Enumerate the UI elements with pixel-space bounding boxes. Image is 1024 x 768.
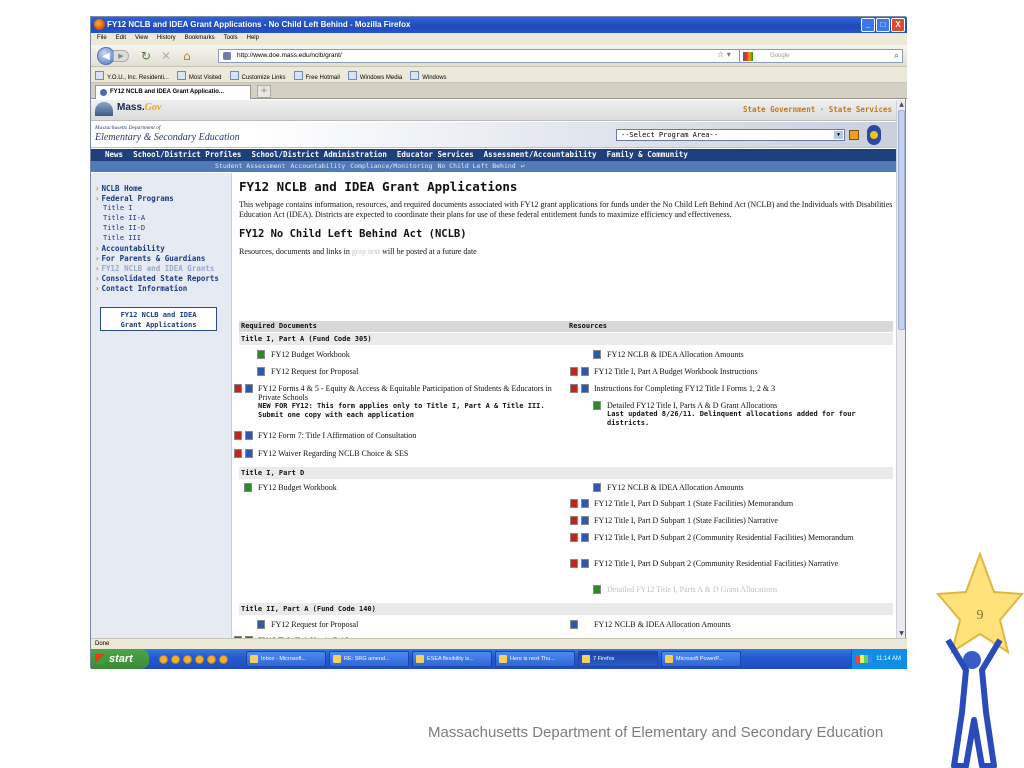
search-placeholder: Google [770, 53, 790, 59]
stop-icon[interactable]: ✕ [161, 49, 172, 63]
quick-launch-icon[interactable] [219, 655, 228, 664]
word-icon [581, 367, 589, 376]
doc-label: FY12 Request for Proposal [271, 620, 359, 629]
bookmark-item[interactable]: Customize Links [230, 71, 286, 78]
bookmark-item[interactable]: Free Hotmail [294, 71, 340, 78]
sidebar-item-contact[interactable]: › Contact Information [91, 283, 231, 293]
resource-label: Instructions for Completing FY12 Title I Forms 1, 2 & 3 [594, 384, 776, 393]
resource-link[interactable] [570, 559, 889, 568]
current-page-line2: Grant Applications [120, 321, 197, 329]
menu-bar [91, 33, 907, 45]
logo-gov-text: Gov [144, 102, 162, 113]
window-title: FY12 NCLB and IDEA Grant Applications - No Child Left Behind - Mozilla Firefox [107, 20, 411, 29]
nav-assessment-accountability[interactable]: Assessment/Accountability [483, 150, 597, 159]
pdf-icon [234, 431, 242, 440]
menu-tools[interactable]: Tools [223, 35, 238, 41]
resource-label: FY12 Title I, Part D Subpart 2 (Community Residential Facilities) Narrative [594, 559, 839, 568]
word-icon [581, 516, 589, 525]
word-icon [593, 350, 601, 359]
sidebar-item-nclb-home[interactable]: › NCLB Home [91, 183, 231, 193]
doc-link[interactable] [234, 449, 556, 458]
mass-gov-logo[interactable] [95, 102, 161, 113]
search-engine-icon[interactable] [743, 52, 753, 61]
doc-label: FY12 Form 7: Title I Affirmation of Consultation [258, 431, 417, 440]
subnav-compliance[interactable]: Compliance/Monitoring [350, 162, 433, 170]
menu-edit[interactable]: Edit [115, 35, 127, 41]
resource-label: Detailed FY12 Title I, Parts A & D Grant Allocations [607, 585, 778, 594]
resource-label: FY12 NCLB & IDEA Allocation Amounts [594, 620, 731, 629]
doc-link[interactable] [234, 431, 556, 440]
forward-icon[interactable]: ▶ [113, 50, 129, 62]
search-box[interactable] [739, 49, 903, 63]
pdf-icon [234, 384, 242, 393]
search-icon[interactable]: ⌕ [893, 50, 899, 60]
section-title-i-part-d: Title I, Part D [239, 467, 893, 479]
address-url: http://www.doe.mass.edu/nclb/grant/ [237, 52, 342, 59]
gray-text-sample: gray text [351, 247, 381, 256]
back-arrow-icon[interactable]: ↩ [520, 162, 525, 170]
bookmark-star-icon[interactable]: ☆ ▾ [717, 50, 731, 59]
excel-icon [593, 401, 601, 410]
status-bar: Done [91, 638, 907, 649]
slide-footer: Massachusetts Department of Elementary and Secondary Education [428, 724, 884, 741]
scrollbar-thumb[interactable] [898, 110, 905, 330]
nav-family-community[interactable]: Family & Community [606, 150, 688, 159]
state-seal-icon [867, 125, 881, 145]
bookmarks-toolbar [91, 67, 907, 83]
main-nav [91, 149, 898, 161]
taskbar-button[interactable]: RE: SRG amend... [329, 651, 409, 667]
word-icon [593, 483, 601, 492]
table-header [239, 321, 893, 332]
word-icon [581, 559, 589, 568]
windows-taskbar [91, 649, 907, 669]
resource-link[interactable] [583, 350, 889, 359]
excel-icon [257, 350, 265, 359]
sidebar-item-accountability[interactable]: › Accountability [91, 243, 231, 253]
taskbar-button[interactable]: Inbox - Microsoft... [246, 651, 326, 667]
pdf-icon [570, 533, 578, 542]
taskbar-button[interactable]: Microsoft PowerP... [661, 651, 741, 667]
resource-label: FY12 NCLB & IDEA Allocation Amounts [607, 350, 744, 359]
current-page-box[interactable] [100, 307, 217, 331]
sidebar-item-title-i[interactable]: Title I [103, 204, 133, 212]
note-text: will be posted at a future date [380, 247, 477, 256]
word-icon [245, 384, 253, 393]
department-banner [91, 122, 898, 148]
main-content [239, 173, 893, 638]
word-icon [581, 533, 589, 542]
doc-link[interactable] [247, 367, 547, 376]
program-area-select[interactable] [616, 129, 845, 141]
word-icon [581, 499, 589, 508]
taskbar-button[interactable]: ESEA flexibility is... [412, 651, 492, 667]
sidebar-item-title-ii-a[interactable]: Title II-A [103, 214, 146, 222]
page-number: 9 [976, 608, 984, 623]
note-text: Resources, documents and links in [239, 247, 352, 256]
government-links[interactable]: State Government · State Services [742, 105, 892, 114]
tab-grant-applications[interactable]: FY12 NCLB and IDEA Grant Applicatio... [95, 85, 251, 99]
section-title-ii-part-a: Title II, Part A (Fund Code 140) [239, 603, 893, 615]
quick-launch [159, 655, 243, 664]
sidebar-item-parents[interactable]: › For Parents & Guardians [91, 253, 231, 263]
doc-link[interactable] [234, 384, 556, 420]
pdf-icon [570, 516, 578, 525]
resource-note: Last updated 8/26/11. Delinquent allocations added for four districts. [607, 410, 856, 427]
sidebar-item-state-reports[interactable]: › Consolidated State Reports [91, 273, 231, 283]
maximize-button[interactable]: □ [876, 18, 890, 32]
menu-bookmarks[interactable]: Bookmarks [184, 35, 215, 41]
subnav-accountability[interactable]: Accountability [290, 162, 346, 170]
doc-note: NEW FOR FY12: This form applies only to Title I, Part A & Title III. Submit one copy with each application [258, 402, 545, 419]
quick-launch-icon[interactable] [183, 655, 192, 664]
close-button[interactable]: X [891, 18, 905, 32]
current-page-line1: FY12 NCLB and IDEA [120, 311, 197, 319]
section-title-i-part-a: Title I, Part A (Fund Code 305) [239, 333, 893, 345]
doc-label: FY12 Budget Workbook [258, 483, 337, 492]
resource-link[interactable] [570, 499, 889, 508]
pdf-icon [570, 499, 578, 508]
taskbar-button[interactable]: Here is next Thu... [495, 651, 575, 667]
word-icon [581, 384, 589, 393]
screenshot-frame [90, 16, 906, 668]
star-figure-icon [922, 552, 1024, 768]
subnav-nclb[interactable]: No Child Left Behind [437, 162, 516, 170]
dept-line1: Massachusetts Department of [95, 125, 161, 131]
resource-link[interactable] [570, 533, 889, 542]
quick-launch-icon[interactable] [171, 655, 180, 664]
resource-label: FY12 NCLB & IDEA Allocation Amounts [607, 483, 744, 492]
page-title: FY12 NCLB and IDEA Grant Applications [239, 179, 518, 194]
doc-label: FY12 Request for Proposal [271, 367, 359, 376]
intro-paragraph: This webpage contains information, resources, and required documents associated with FY12 grant applications for funds under the No Child Left Behind Act (NCLB) and the Individuals with Disabilities Education Act (IDEA). Districts are expected to coordinate their plans for use of these federal entitlement funds to maximize efficiency and effectiveness. [239, 200, 893, 219]
resource-link[interactable] [570, 367, 889, 376]
excel-icon [244, 483, 252, 492]
header-required-documents: Required Documents [241, 322, 317, 330]
tab-bar [91, 83, 907, 99]
nav-news[interactable]: News [105, 150, 124, 159]
header-resources: Resources [569, 322, 607, 330]
quick-launch-icon[interactable] [159, 655, 168, 664]
home-icon[interactable]: ⌂ [183, 49, 191, 63]
page-content [91, 100, 898, 638]
resource-label: FY12 Title I, Part D Subpart 1 (State Facilities) Narrative [594, 516, 778, 525]
scroll-up-icon[interactable]: ▲ [899, 101, 904, 108]
nav-school-district-administration[interactable]: School/District Administration [251, 150, 387, 159]
resource-link-pending [583, 585, 889, 594]
menu-history[interactable]: History [156, 35, 176, 41]
bookmark-item[interactable]: Windows Media [348, 71, 402, 78]
logo-mass-text: Mass. [117, 102, 145, 113]
pdf-icon [570, 367, 578, 376]
resource-label: FY12 Title I, Part A Budget Workbook Instructions [594, 367, 758, 376]
doc-label: FY12 Forms 4 & 5 - Equity & Access & Equitable Participation of Students & Educators in Private Schools [258, 384, 552, 402]
resource-link[interactable] [570, 620, 889, 629]
menu-file[interactable]: File [97, 35, 107, 41]
minimize-button[interactable]: _ [861, 18, 875, 32]
resource-link[interactable] [583, 483, 889, 492]
system-tray-clock[interactable]: 11:14 AM [851, 649, 907, 669]
doc-link[interactable] [247, 620, 547, 629]
word-icon [257, 620, 265, 629]
word-icon [245, 431, 253, 440]
resource-label: FY12 Title I, Part D Subpart 1 (State Facilities) Memorandum [594, 499, 794, 508]
sidebar-item-title-ii-d[interactable]: Title II-D [103, 224, 146, 232]
back-icon[interactable]: ◀ [97, 47, 115, 65]
pdf-icon [570, 559, 578, 568]
excel-icon [593, 585, 601, 594]
window-titlebar [91, 17, 907, 33]
statehouse-icon [95, 102, 113, 116]
left-sidebar [91, 173, 232, 638]
resource-link[interactable] [570, 516, 889, 525]
quick-launch-icon[interactable] [207, 655, 216, 664]
go-button[interactable] [849, 130, 859, 140]
resource-label: Detailed FY12 Title I, Parts A & D Grant Allocations [607, 401, 778, 410]
gray-text-note [239, 247, 893, 256]
vertical-scrollbar[interactable] [896, 100, 905, 638]
doc-label: FY12 Budget Workbook [271, 350, 350, 359]
scroll-down-icon[interactable]: ▼ [899, 630, 904, 637]
reload-icon[interactable]: ↻ [141, 49, 152, 63]
nav-school-district-profiles[interactable]: School/District Profiles [133, 150, 242, 159]
firefox-icon [94, 19, 105, 30]
sidebar-item-fy12-grants[interactable]: › FY12 NCLB and IDEA Grants [91, 263, 231, 273]
sidebar-item-federal-programs[interactable]: › Federal Programs [91, 193, 231, 203]
resource-label: FY12 Title I, Part D Subpart 2 (Community Residential Facilities) Memorandum [594, 533, 854, 542]
taskbar-button[interactable]: 7 Firefox [578, 651, 658, 667]
program-area-value: --Select Program Area-- [621, 131, 718, 139]
nav-educator-services[interactable]: Educator Services [396, 150, 474, 159]
bookmark-item[interactable]: Y.O.U., Inc. Residenti... [95, 71, 169, 78]
pdf-icon [570, 384, 578, 393]
sidebar-item-title-iii[interactable]: Title III [103, 234, 141, 242]
site-header [91, 100, 898, 121]
word-icon [257, 367, 265, 376]
new-tab-button[interactable]: + [257, 85, 271, 98]
dept-line2: Elementary & Secondary Education [95, 132, 240, 143]
site-identity-icon[interactable] [223, 52, 231, 60]
bookmark-item[interactable]: Windows [410, 71, 446, 78]
resource-link[interactable] [583, 401, 889, 428]
doc-label: FY12 Waiver Regarding NCLB Choice & SES [258, 449, 409, 458]
menu-help[interactable]: Help [246, 35, 259, 41]
start-button[interactable]: start [91, 649, 149, 669]
chevron-down-icon[interactable]: ▼ [834, 131, 843, 139]
bookmark-item[interactable]: Most Visited [177, 71, 222, 78]
resource-link[interactable] [570, 384, 889, 393]
address-bar[interactable] [218, 49, 790, 63]
pdf-icon [234, 449, 242, 458]
quick-launch-icon[interactable] [195, 655, 204, 664]
menu-view[interactable]: View [135, 35, 148, 41]
doc-link[interactable] [234, 483, 554, 492]
nclb-heading: FY12 No Child Left Behind Act (NCLB) [239, 228, 467, 240]
word-icon [570, 620, 578, 629]
sub-nav [91, 161, 898, 172]
doc-link[interactable] [247, 350, 547, 359]
word-icon [245, 449, 253, 458]
subnav-student-assessment[interactable]: Student Assessment [215, 162, 286, 170]
navigation-toolbar [91, 45, 907, 67]
